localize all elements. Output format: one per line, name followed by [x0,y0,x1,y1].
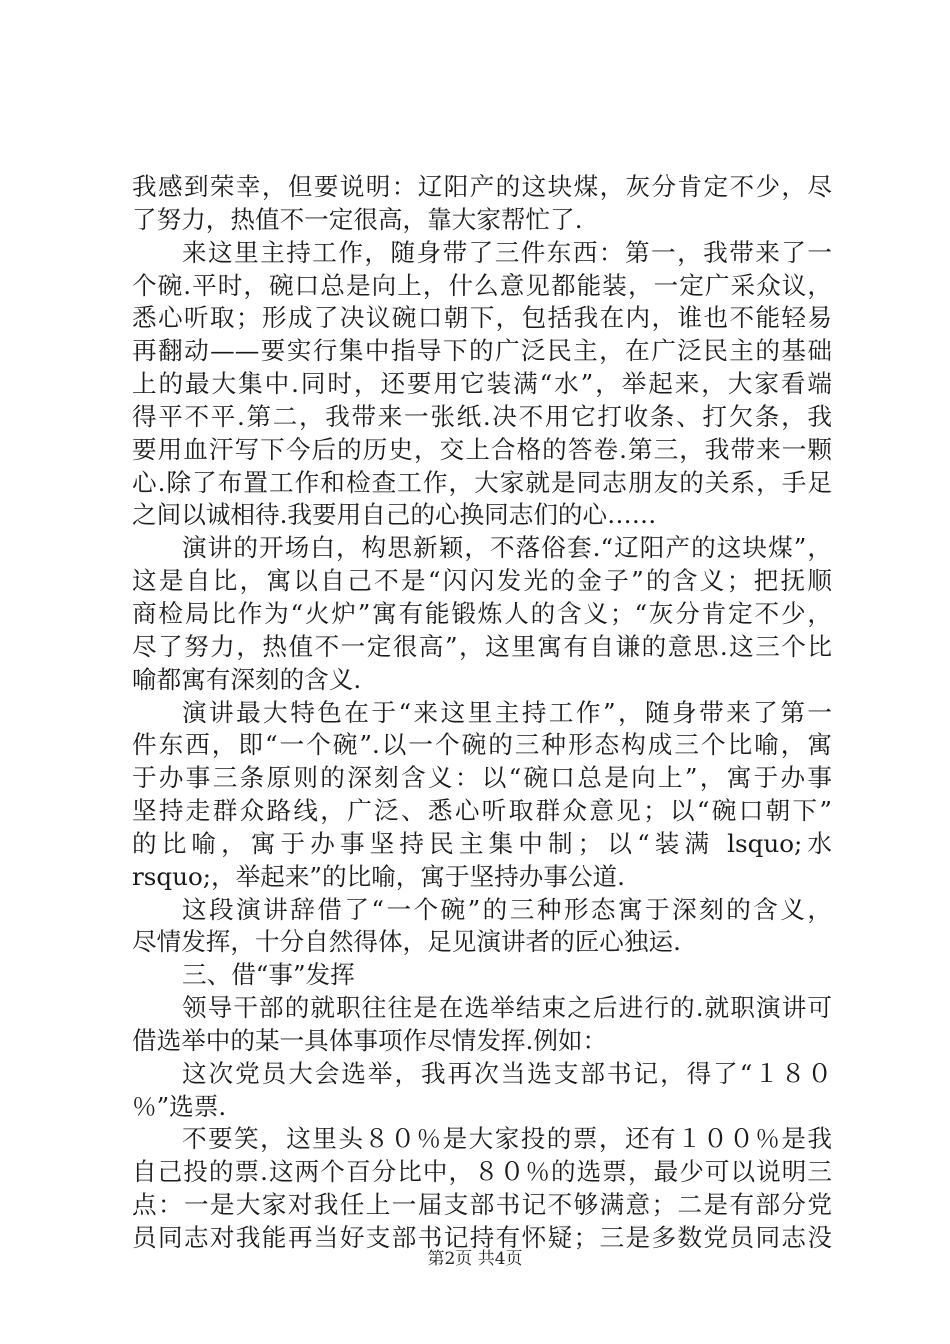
text-line: 三、借“事”发挥 [182,960,355,990]
text-line: 上的最大集中.同时，还要用它装满“水”，举起来，大家看端 [132,369,832,399]
page-footer: 第2页 共4页 [427,1249,523,1269]
text-line: 演讲的开场白，构思新颖，不落俗套.“辽阳产的这块煤”， [182,533,832,563]
text-line: 我感到荣幸，但要说明：辽阳产的这块煤，灰分肯定不少，尽 [132,172,832,201]
document-body [132,171,832,1255]
text-line: 坚持走群众路线，广泛、悉心听取群众意见；以“碗口朝下” [132,796,832,826]
text-line: 的比喻，寓于办事坚持民主集中制；以“装满 lsquo;水 [132,828,832,858]
text-line: 尽情发挥，十分自然得体，足见演讲者的匠心独运. [132,927,681,957]
text-line: 员同志对我能再当好支部书记持有怀疑；三是多数党员同志没 [132,1223,832,1252]
text-line: rsquo;，举起来”的比喻，寓于坚持办事公道. [132,861,625,891]
text-line: 这次党员大会选举，我再次当选支部书记，得了“１８０ [182,1058,832,1088]
text-line: 借选举中的某一具体事项作尽情发挥.例如： [132,1025,608,1055]
text-line: 这是自比，寓以自己不是“闪闪发光的金子”的含义；把抚顺 [132,566,832,596]
text-line: 个碗.平时，碗口总是向上，什么意见都能装，一定广采众议， [132,270,832,300]
text-line: 要用血汗写下今后的历史，交上合格的答卷.第三，我带来一颗 [132,434,832,464]
text-line: 得平不平.第二，我带来一张纸.决不用它打收条、打欠条，我 [132,401,832,431]
text-line: 于办事三条原则的深刻含义：以“碗口总是向上”，寓于办事 [132,763,832,793]
text-line: 悉心听取；形成了决议碗口朝下，包括我在内，谁也不能轻易 [132,303,832,333]
text-line: 点：一是大家对我任上一届支部书记不够满意；二是有部分党 [132,1190,832,1220]
text-line: 心.除了布置工作和检查工作，大家就是同志朋友的关系，手足 [132,467,832,497]
text-line: 尽了努力，热值不一定很高”，这里寓有自谦的意思.这三个比 [132,631,832,661]
text-line: 再翻动——要实行集中指导下的广泛民主，在广泛民主的基础 [132,336,832,366]
text-line: 了努力，热值不一定很高，靠大家帮忙了. [132,204,583,234]
text-line: 喻都寓有深刻的含义. [132,664,362,694]
text-line: 来这里主持工作，随身带了三件东西：第一，我带来了一 [182,237,832,267]
text-line: 件东西，即“一个碗”.以一个碗的三种形态构成三个比喻，寓 [132,730,832,760]
text-line: 演讲最大特色在于“来这里主持工作”，随身带来了第一 [182,697,832,727]
text-line: ％”选票. [132,1091,227,1121]
text-line: 领导干部的就职往往是在选举结束之后进行的.就职演讲可 [182,993,832,1023]
text-line: 之间以诚相待.我要用自己的心换同志们的心…… [132,500,657,530]
text-line: 自己投的票.这两个百分比中，８０％的选票，最少可以说明三 [132,1157,832,1187]
text-line: 这段演讲辞借了“一个碗”的三种形态寓于深刻的含义， [182,894,832,924]
text-line: 不要笑，这里头８０％是大家投的票，还有１００％是我 [182,1124,832,1154]
text-line: 商检局比作为“火炉”寓有能锻炼人的含义；“灰分肯定不少， [132,598,832,628]
